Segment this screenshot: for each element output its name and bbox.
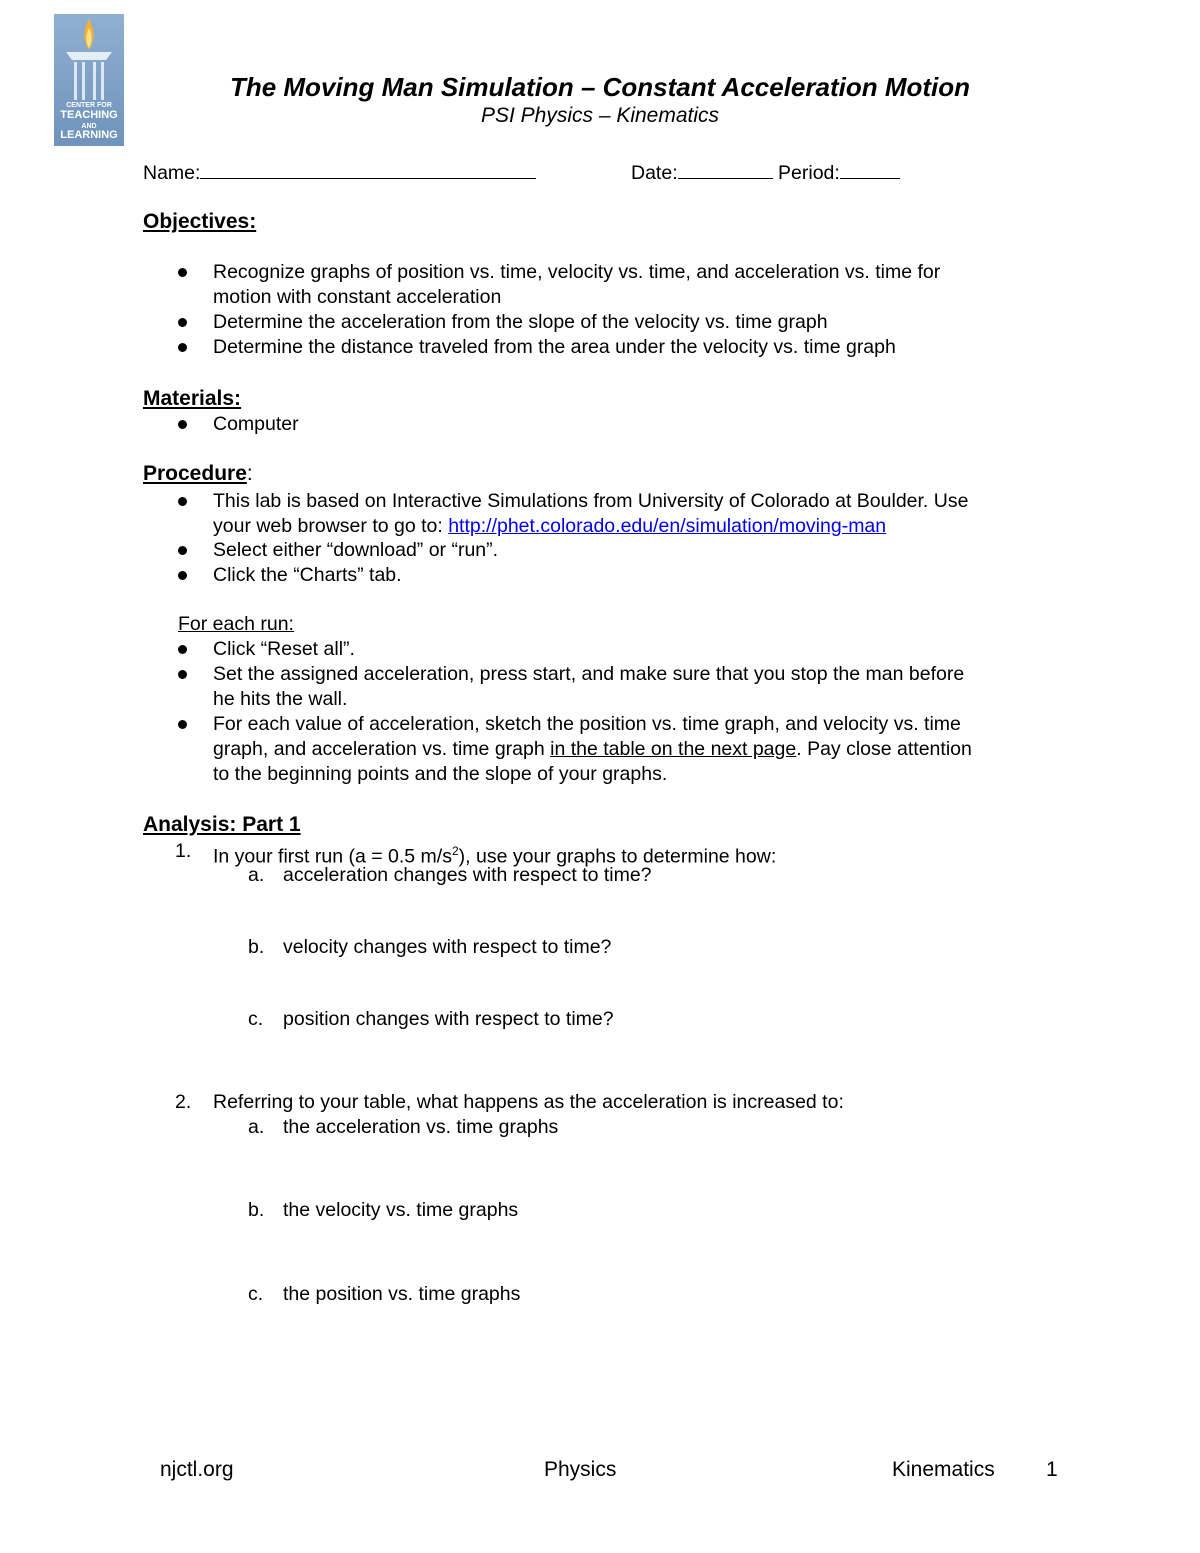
procedure-text: your web browser to go to: [213, 515, 449, 537]
run-text: graph, and acceleration vs. time graph [213, 738, 551, 760]
run-text: Set the assigned acceleration, press start, and make sure that you stop the man before [213, 663, 965, 685]
bullet-icon [178, 343, 187, 352]
phet-link[interactable]: http://phet.colorado.edu/en/simulation/moving-man [448, 515, 887, 537]
run-text: . Pay close attention [796, 738, 972, 760]
objective-text: Determine the acceleration from the slope of the velocity vs. time graph [213, 311, 828, 333]
page-number: 1 [1046, 1458, 1058, 1481]
analysis-heading: Analysis: Part 1 [143, 813, 301, 836]
each-run-label: For each run: [178, 613, 294, 635]
bullet-icon [178, 420, 187, 429]
run-text: Click “Reset all”. [213, 638, 355, 660]
bullet-icon [178, 571, 187, 580]
date-label: Date: [631, 162, 678, 184]
procedure-text: Select either “download” or “run”. [213, 539, 499, 561]
period-blank[interactable] [840, 160, 900, 179]
objective-text: motion with constant acceleration [213, 286, 502, 308]
name-field[interactable] [143, 160, 536, 185]
bullet-icon [178, 645, 187, 654]
objective-text: Determine the distance traveled from the area under the velocity vs. time graph [213, 336, 896, 358]
bullet-icon [178, 318, 187, 327]
objectives-heading: Objectives: [143, 210, 257, 233]
page-title: The Moving Man Simulation – Constant Acceleration Motion [229, 72, 971, 102]
bullet-icon [178, 268, 187, 277]
run-text: he hits the wall. [213, 688, 348, 710]
run-text: to the beginning points and the slope of your graphs. [213, 763, 668, 785]
procedure-heading: Procedure: [143, 462, 253, 485]
footer-center: Physics [544, 1458, 617, 1481]
name-blank[interactable] [200, 160, 536, 179]
bullet-icon [178, 670, 187, 679]
footer-left: njctl.org [160, 1458, 234, 1481]
page-subtitle: PSI Physics – Kinematics [480, 104, 720, 127]
material-text: Computer [213, 413, 299, 435]
bullet-icon [178, 497, 187, 506]
bullet-icon [178, 546, 187, 555]
procedure-text: Click the “Charts” tab. [213, 564, 402, 586]
table-reference: in the table on the next page [550, 738, 797, 760]
run-text: For each value of acceleration, sketch the position vs. time graph, and velocity vs. time [213, 713, 961, 735]
period-label: Period: [778, 162, 840, 184]
question-number: 2. [175, 1091, 192, 1113]
objective-text: Recognize graphs of position vs. time, velocity vs. time, and acceleration vs. time for [213, 261, 941, 283]
bullet-icon [178, 720, 187, 729]
logo-line-3: AND [81, 123, 97, 130]
logo-line-4: LEARNING [60, 129, 118, 141]
name-label: Name: [143, 162, 201, 184]
question-number: 1. [175, 840, 192, 862]
materials-heading: Materials: [143, 387, 242, 410]
logo-line-2: TEACHING [60, 109, 118, 121]
date-blank[interactable] [678, 160, 773, 179]
procedure-text: This lab is based on Interactive Simulations from University of Colorado at Boulder. Use [213, 490, 969, 512]
logo-line-1: CENTER FOR [66, 102, 112, 109]
date-field[interactable] [631, 160, 900, 185]
footer-right: Kinematics [892, 1458, 995, 1481]
